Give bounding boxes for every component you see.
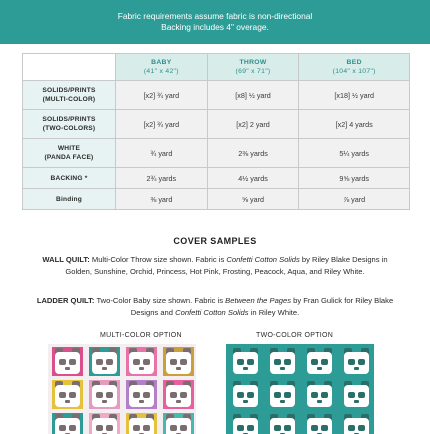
table-cell: [x18] ½ yard xyxy=(299,81,410,110)
wall-quilt-description xyxy=(30,254,400,278)
row-label: BACKING * xyxy=(23,168,116,189)
table-cell: ⅜ yard xyxy=(116,189,208,210)
row-label: Binding xyxy=(23,189,116,210)
table-cell: 5¼ yards xyxy=(299,139,410,168)
panda-block-icon xyxy=(341,380,372,409)
cover-samples-heading: COVER SAMPLES xyxy=(173,236,257,246)
two-color-quilt-image xyxy=(226,344,374,434)
wall-quilt-text: by Riley Blake Designs in Golden, Sunshine, Orchid, Princess, Hot Pink, Frosting, Peacock, Aqua, and Riley White. xyxy=(65,255,388,276)
multi-color-quilt-image xyxy=(48,344,196,434)
row-label: SOLIDS/PRINTS (MULTI-COLOR) xyxy=(23,81,116,110)
panda-block-icon xyxy=(126,380,157,409)
fabric-line-name: Between the Pages xyxy=(225,296,292,305)
table-cell: 9⅝ yards xyxy=(299,168,410,189)
wall-quilt-label: WALL QUILT: xyxy=(42,255,90,264)
table-cell: [x2] ¾ yard xyxy=(116,110,208,139)
fabric-line-name: Confetti Cotton Solids xyxy=(226,255,300,264)
panda-block-icon xyxy=(304,347,335,376)
row-label: WHITE (PANDA FACE) xyxy=(23,139,116,168)
table-cell: 4½ yards xyxy=(207,168,299,189)
two-color-option-label: TWO-COLOR OPTION xyxy=(256,332,334,339)
table-cell: [x2] 2 yard xyxy=(207,110,299,139)
ladder-quilt-text: by Fran Gulick for Riley Blake Designs and xyxy=(130,296,394,317)
fabric-requirements-table xyxy=(22,53,410,210)
ladder-quilt-description xyxy=(30,295,400,319)
row-label: SOLIDS/PRINTS (TWO-COLORS) xyxy=(23,110,116,139)
fabric-note-line2: Backing includes 4" overage. xyxy=(161,22,269,32)
column-header-throw: THROW (69" x 71") xyxy=(207,54,299,81)
table-cell: ¾ yard xyxy=(116,139,208,168)
panda-block-icon xyxy=(267,413,298,434)
table-cell: 2¾ yards xyxy=(116,168,208,189)
panda-block-icon xyxy=(163,347,194,376)
panda-block-icon xyxy=(52,380,83,409)
ladder-quilt-text: Two-Color Baby size shown. Fabric is xyxy=(94,296,226,305)
ladder-quilt-label: LADDER QUILT: xyxy=(36,296,95,305)
table-row xyxy=(23,139,410,168)
panda-block-icon xyxy=(304,413,335,434)
panda-block-icon xyxy=(89,380,120,409)
table-header-row xyxy=(23,54,410,81)
table-cell: 2⅜ yards xyxy=(207,139,299,168)
panda-block-icon xyxy=(89,347,120,376)
fabric-line-name: Confetti Cotton Solids xyxy=(175,308,249,317)
panda-block-icon xyxy=(52,347,83,376)
table-row xyxy=(23,189,410,210)
panda-block-icon xyxy=(267,380,298,409)
table-row xyxy=(23,110,410,139)
panda-block-icon xyxy=(126,347,157,376)
panda-block-icon xyxy=(52,413,83,434)
ladder-quilt-text: in Riley White. xyxy=(248,308,300,317)
panda-block-icon xyxy=(126,413,157,434)
panda-block-icon xyxy=(89,413,120,434)
table-cell: ⅝ yard xyxy=(207,189,299,210)
column-header-bed: BED (104" x 107") xyxy=(299,54,410,81)
wall-quilt-text: Multi-Color Throw size shown. Fabric is xyxy=(89,255,227,264)
column-header-baby: BABY (41" x 42") xyxy=(116,54,208,81)
panda-block-icon xyxy=(230,347,261,376)
panda-block-icon xyxy=(304,380,335,409)
table-cell: [x2] ¾ yard xyxy=(116,81,208,110)
table-row xyxy=(23,168,410,189)
multi-color-option-label: MULTI-COLOR OPTION xyxy=(100,332,182,339)
panda-block-icon xyxy=(163,413,194,434)
panda-block-icon xyxy=(267,347,298,376)
panda-block-icon xyxy=(341,347,372,376)
panda-block-icon xyxy=(163,380,194,409)
table-cell: ⅞ yard xyxy=(299,189,410,210)
panda-block-icon xyxy=(230,413,261,434)
fabric-note-banner xyxy=(0,0,430,44)
panda-block-icon xyxy=(341,413,372,434)
table-row xyxy=(23,81,410,110)
panda-block-icon xyxy=(230,380,261,409)
table-cell: [x2] 4 yards xyxy=(299,110,410,139)
table-corner-cell xyxy=(23,54,116,81)
table-cell: [x8] ½ yard xyxy=(207,81,299,110)
fabric-note-line1: Fabric requirements assume fabric is non-directional xyxy=(117,11,313,21)
